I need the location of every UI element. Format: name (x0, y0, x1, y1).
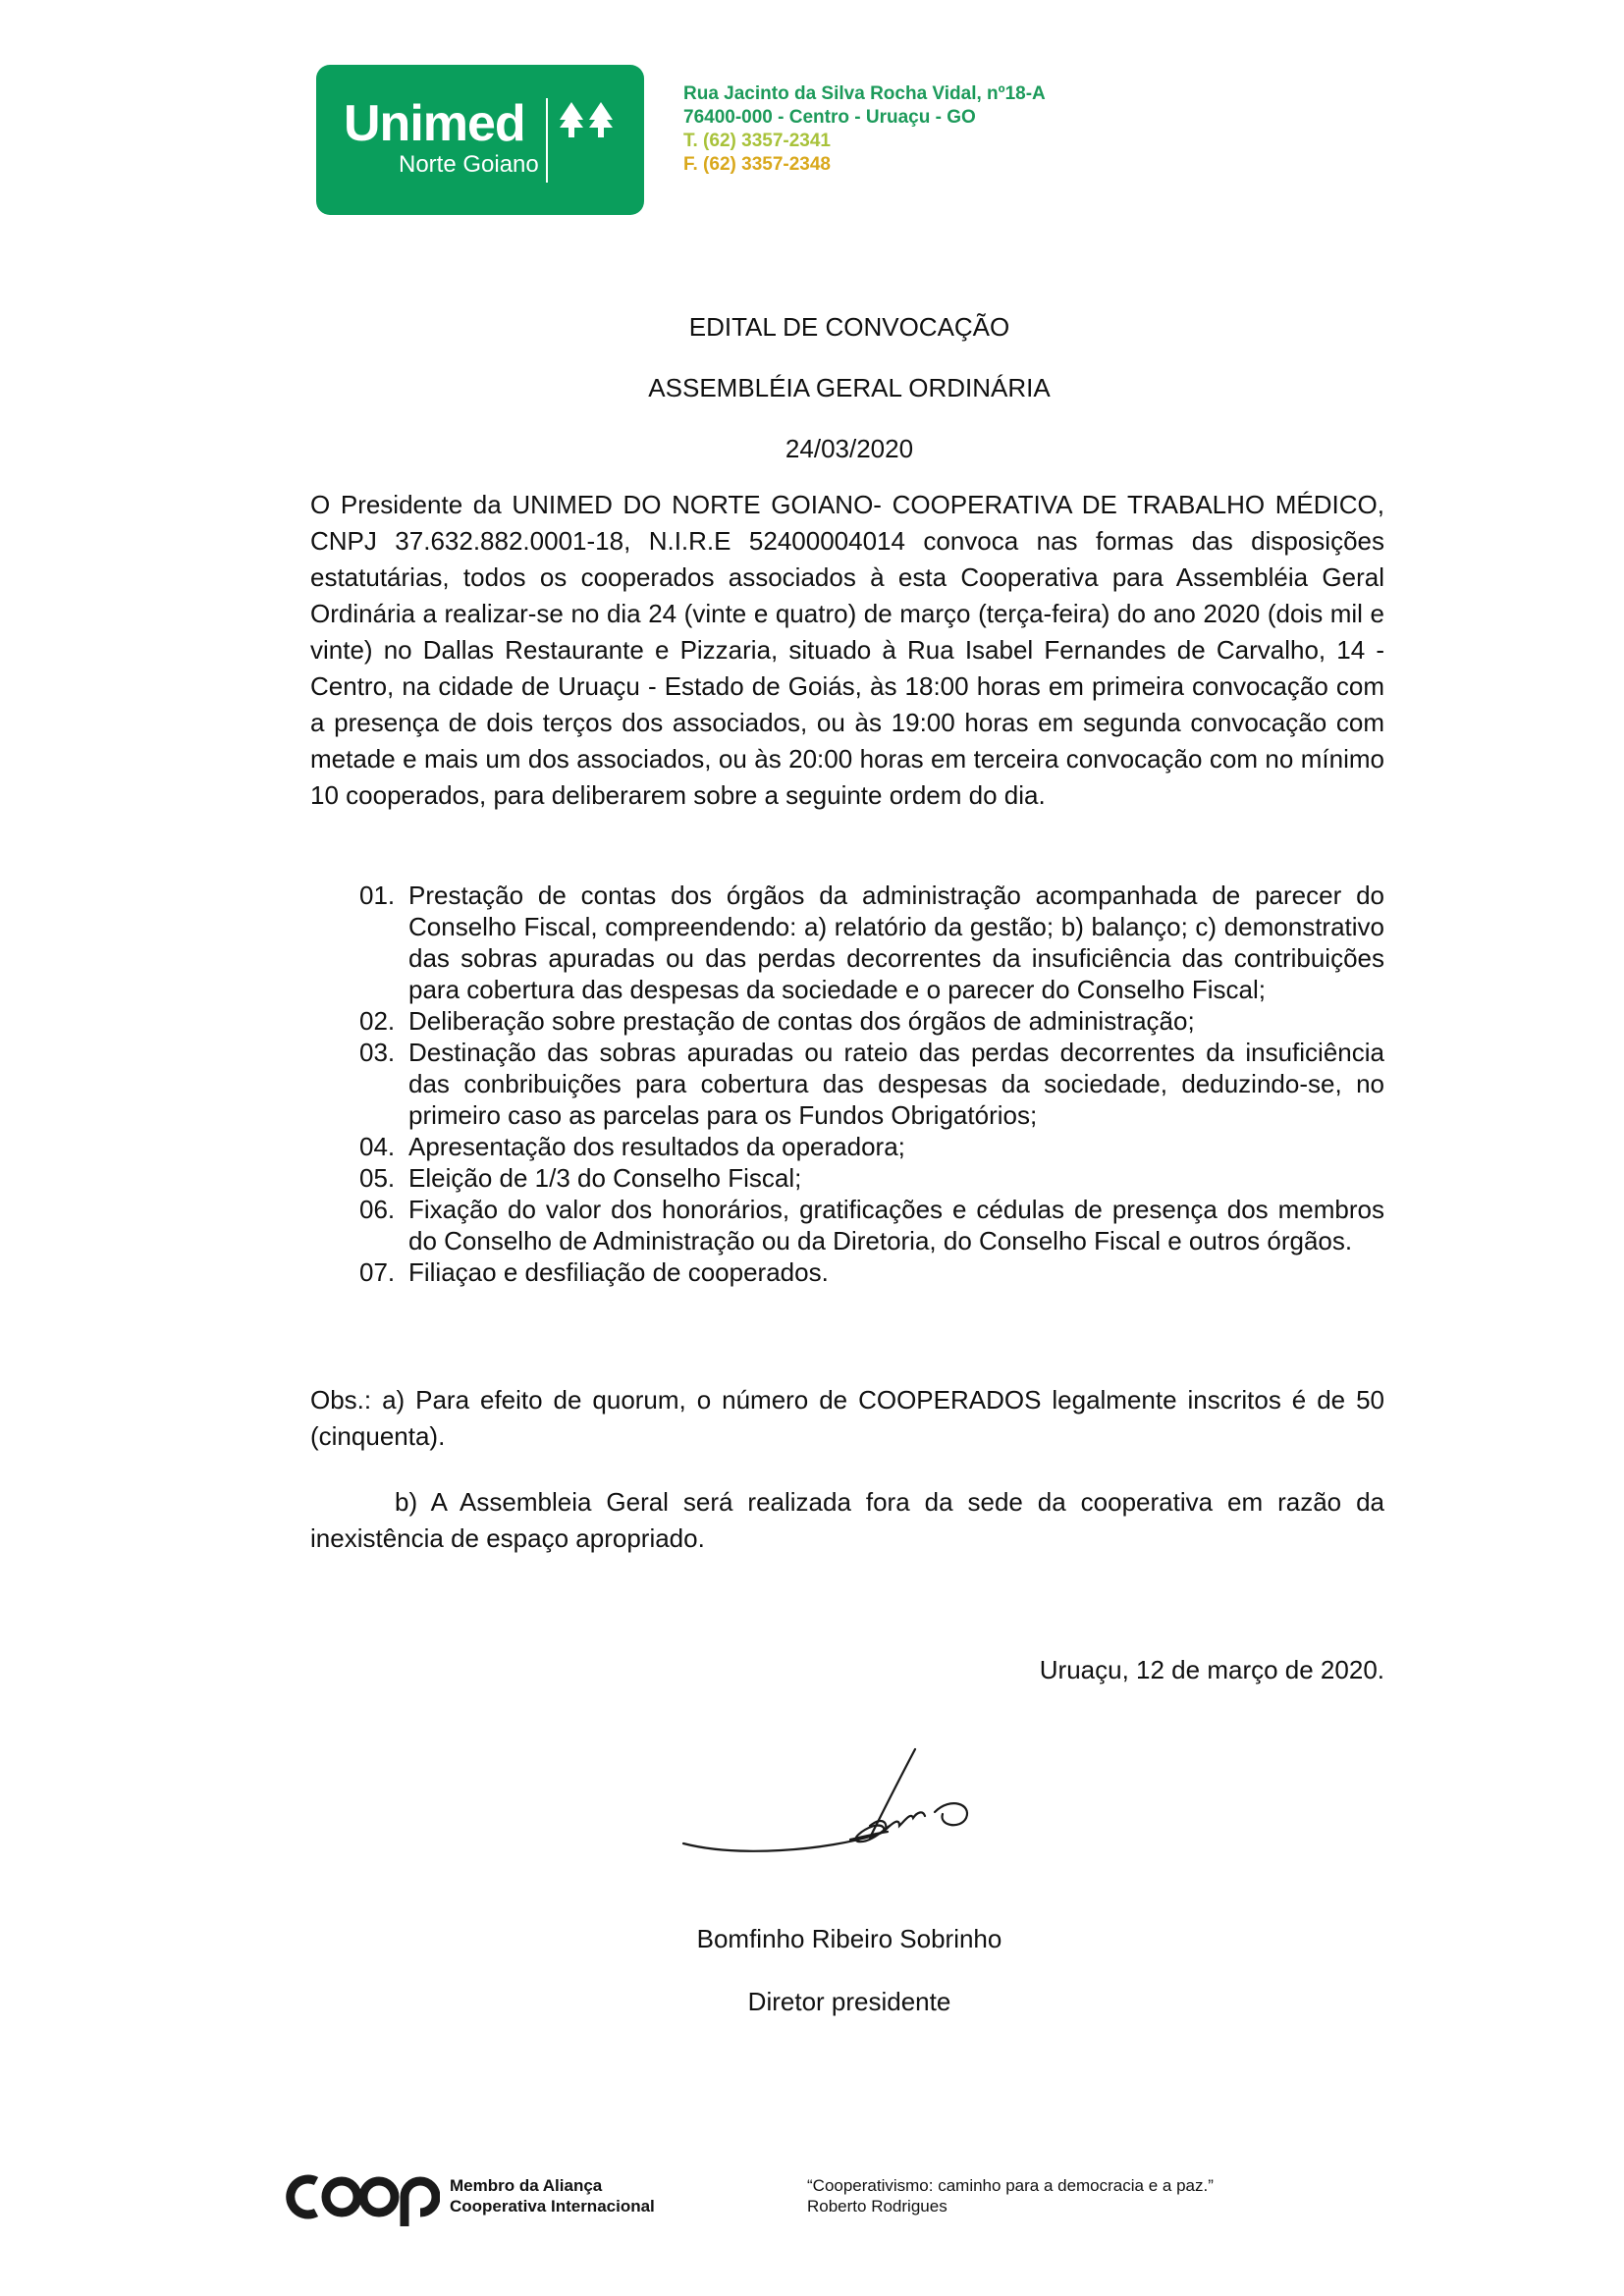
document-subtitle: ASSEMBLÉIA GERAL ORDINÁRIA (648, 373, 1051, 402)
agenda-number: 05. (359, 1163, 396, 1193)
observation-b: b) A Assembleia Geral será realizada fora da sede da cooperativa em razão da inexistência de espaço apropriado. (310, 1487, 1384, 1553)
member-line1: Membro da Aliança (450, 2176, 603, 2195)
agenda-item (359, 880, 1384, 1005)
agenda-item (359, 1005, 1384, 1037)
member-line2: Cooperativa Internacional (450, 2197, 655, 2216)
coop-logo (279, 2167, 440, 2228)
agenda-item (359, 1131, 1384, 1162)
agenda-list (359, 880, 1384, 1288)
document-title: EDITAL DE CONVOCAÇÃO (688, 312, 1010, 342)
agenda-number: 04. (359, 1132, 396, 1161)
agenda-text: Fixação do valor dos honorários, gratificações e cédulas de presença dos membros do Conselho de Administração ou da Diretoria, do Conselho Fiscal e outros órgãos. (408, 1195, 1384, 1255)
fax-number: F. (62) 3357-2348 (683, 154, 831, 175)
address-line1: Rua Jacinto da Silva Rocha Vidal, nº18-A (683, 83, 1046, 104)
phone-number: T. (62) 3357-2341 (683, 131, 831, 151)
signer-name: Bomfinho Ribeiro Sobrinho (696, 1924, 1002, 1953)
logo-divider (546, 98, 548, 183)
agenda-text: Destinação das sobras apuradas ou rateio das perdas decorrentes da insuficiência das conbribuições para cobertura das despesas da sociedade, deduzindo-se, no primeiro caso as parcelas para os Fundos Obrigatórios; (408, 1038, 1384, 1130)
footer-quote (807, 2175, 1214, 2216)
agenda-item (359, 1194, 1384, 1256)
agenda-item (359, 1037, 1384, 1131)
intro-paragraph: O Presidente da UNIMED DO NORTE GOIANO- COOPERATIVA DE TRABALHO MÉDICO, CNPJ 37.632.882.0001-18, N.I.R.E 52400004014 convoca nas formas das disposições estatutárias, todos os cooperados associados à esta Cooperativa para Assembléia Geral Ordinária a realizar-se no dia 24 (vinte e quatro) de março (terça-feira) do ano 2020 (dois mil e vinte) no Dallas Restaurante e Pizzaria, situado à Rua Isabel Fernandes de Carvalho, 14 - Centro, na cidade de Uruaçu - Estado de Goiás, às 18:00 horas em primeira convocação com a presença de dois terços dos associados, ou às 19:00 horas em segunda convocação com metade e mais um dos associados, ou às 20:00 horas em terceira convocação com no mínimo 10 cooperados, para deliberarem sobre a seguinte ordem do dia. (310, 490, 1384, 810)
unimed-logo (316, 65, 644, 215)
agenda-text: Prestação de contas dos órgãos da administração acompanhada de parecer do Conselho Fiscal, compreendendo: a) relatório da gestão; b) balanço; c) demonstrativo das sobras apuradas ou das perdas decorrentes da insuficiência das contribuições para cobertura das despesas da sociedade e o parecer do Conselho Fiscal; (408, 881, 1384, 1004)
place-date: Uruaçu, 12 de março de 2020. (1039, 1655, 1384, 1684)
agenda-item (359, 1256, 1384, 1288)
agenda-number: 07. (359, 1257, 396, 1287)
signature-image (677, 1728, 1011, 1875)
quote-author: Roberto Rodrigues (807, 2197, 947, 2216)
agenda-item (359, 1162, 1384, 1194)
agenda-text: Filiaçao e desfiliação de cooperados. (408, 1257, 829, 1287)
address-line2: 76400-000 - Centro - Uruaçu - GO (683, 107, 976, 128)
observation-a: Obs.: a) Para efeito de quorum, o número de COOPERADOS legalmente inscritos é de 50 (cinquenta). (310, 1385, 1384, 1451)
logo-region: Norte Goiano (399, 151, 539, 178)
unimed-tree-icon (554, 98, 619, 153)
agenda-number: 06. (359, 1195, 396, 1224)
logo-name: Unimed (344, 95, 525, 152)
agenda-number: 01. (359, 881, 396, 910)
quote-text: “Cooperativismo: caminho para a democracia e a paz.” (807, 2176, 1214, 2195)
agenda-text: Apresentação dos resultados da operadora; (408, 1132, 905, 1161)
signer-role: Diretor presidente (747, 1987, 951, 2016)
agenda-text: Deliberação sobre prestação de contas dos órgãos de administração; (408, 1006, 1195, 1036)
agenda-text: Eleição de 1/3 do Conselho Fiscal; (408, 1163, 802, 1193)
document-date: 24/03/2020 (785, 434, 914, 463)
alliance-member-text (450, 2175, 655, 2216)
agenda-number: 03. (359, 1038, 396, 1067)
contact-block (683, 82, 1046, 177)
agenda-number: 02. (359, 1006, 396, 1036)
